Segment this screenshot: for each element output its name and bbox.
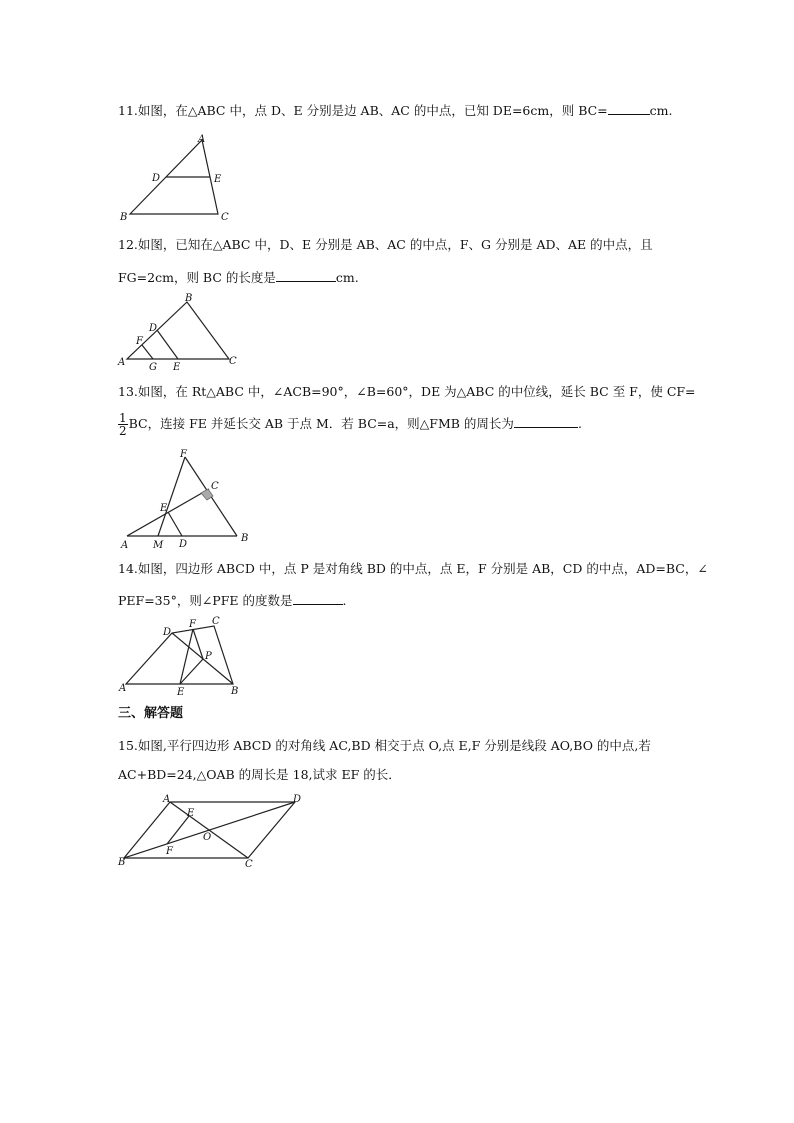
q13-label-c: C [211,481,219,492]
q14-label-p: P [205,651,212,662]
q12-segment-fg [142,345,153,359]
q11-unit: cm. [649,103,673,118]
q14-stem: PEF=35°，则∠PFE 的度数是 [118,593,293,608]
q12-label-g: G [149,362,157,373]
q11-stem: 11.如图，在△ABC 中，点 D、E 分别是边 AB、AC 的中点，已知 DE=6cm，则 BC= [118,103,608,118]
q12-segment-de [157,330,178,359]
q13-frac-num: 1 [119,411,127,425]
q14-answer-blank[interactable] [293,593,343,605]
q15-label-a: A [163,794,171,805]
q12-label-d: D [149,323,158,334]
q13-line1: 13.如图，在 Rt△ABC 中，∠ACB=90°，∠B=60°，DE 为△ABC 的中位线，延长 BC 至 F，使 CF= [118,384,696,399]
q13-stem: BC，连接 FE 并延长交 AB 于点 M．若 BC=a，则△FMB 的周长为 [128,416,514,431]
q11-answer-blank[interactable] [608,103,650,115]
q11-label-b: B [120,212,128,223]
q13-label-e: E [160,503,168,514]
q12-answer-blank[interactable] [276,270,336,282]
q14-label-f: F [189,619,196,630]
q13-answer-blank[interactable] [514,416,578,428]
q11-text [118,103,672,119]
q11-label-e: E [214,174,222,185]
q13-segment-de [168,512,182,536]
q14-line1: 14.如图，四边形 ABCD 中，点 P 是对角线 BD 的中点，点 E，F 分别是 AB，CD 的中点，AD=BC，∠ [118,561,708,576]
q12-label-f: F [136,336,143,347]
q13-figure [115,447,265,552]
q15-diagonal-bd [124,802,295,858]
q13-label-a: A [121,540,129,551]
q12-figure [115,292,245,372]
q12-label-e: E [173,362,181,373]
q13-frac-den: 2 [119,424,127,438]
q14-label-c: C [212,616,220,627]
q13-label-b: B [241,533,249,544]
q12-stem: FG=2cm，则 BC 的长度是 [118,270,276,285]
q15-line2: AC+BD=24,△OAB 的周长是 18,试求 EF 的长． [118,767,401,782]
q14-label-e: E [177,687,185,698]
q14-label-a: A [119,683,127,694]
q12-triangle-abc [127,302,229,359]
q14-figure [115,613,255,698]
q14-line2 [118,593,346,609]
q14-period: . [342,593,347,608]
q12-label-c: C [229,356,237,367]
q12-line2 [118,270,359,286]
q13-label-d: D [179,539,188,550]
q15-label-o: O [203,832,212,843]
q15-figure [114,793,304,869]
q11-label-a: A [198,134,206,145]
q12-label-a: A [118,357,126,368]
q14-label-d: D [163,627,172,638]
q15-line1: 15.如图,平行四边形 ABCD 的对角线 AC,BD 相交于点 O,点 E,F 分别是线段 AO,BO 的中点,若 [118,738,651,753]
q13-line2 [118,412,582,437]
q13-label-f: F [180,449,187,460]
q12-label-b: B [185,293,193,304]
q15-label-e: E [187,808,195,819]
q13-segment-fm [158,457,185,536]
q15-label-f: F [166,846,173,857]
q12-unit: cm. [335,270,359,285]
q15-label-d: D [293,794,302,805]
q13-period: . [577,416,582,431]
q15-label-c: C [245,859,253,870]
q15-label-b: B [118,857,126,868]
q12-line1: 12.如图，已知在△ABC 中，D、E 分别是 AB、AC 的中点，F、G 分别是 AD、AE 的中点，且 [118,237,653,252]
q11-label-c: C [221,212,229,223]
q14-segment-fe [180,629,193,684]
q11-label-d: D [152,173,161,184]
section-heading: 三、解答题 [118,706,184,721]
q14-label-b: B [231,686,239,697]
q13-label-m: M [153,540,164,551]
q11-figure [110,130,240,225]
q13-fraction [118,412,128,437]
q14-quadrilateral-abcd [126,626,233,684]
